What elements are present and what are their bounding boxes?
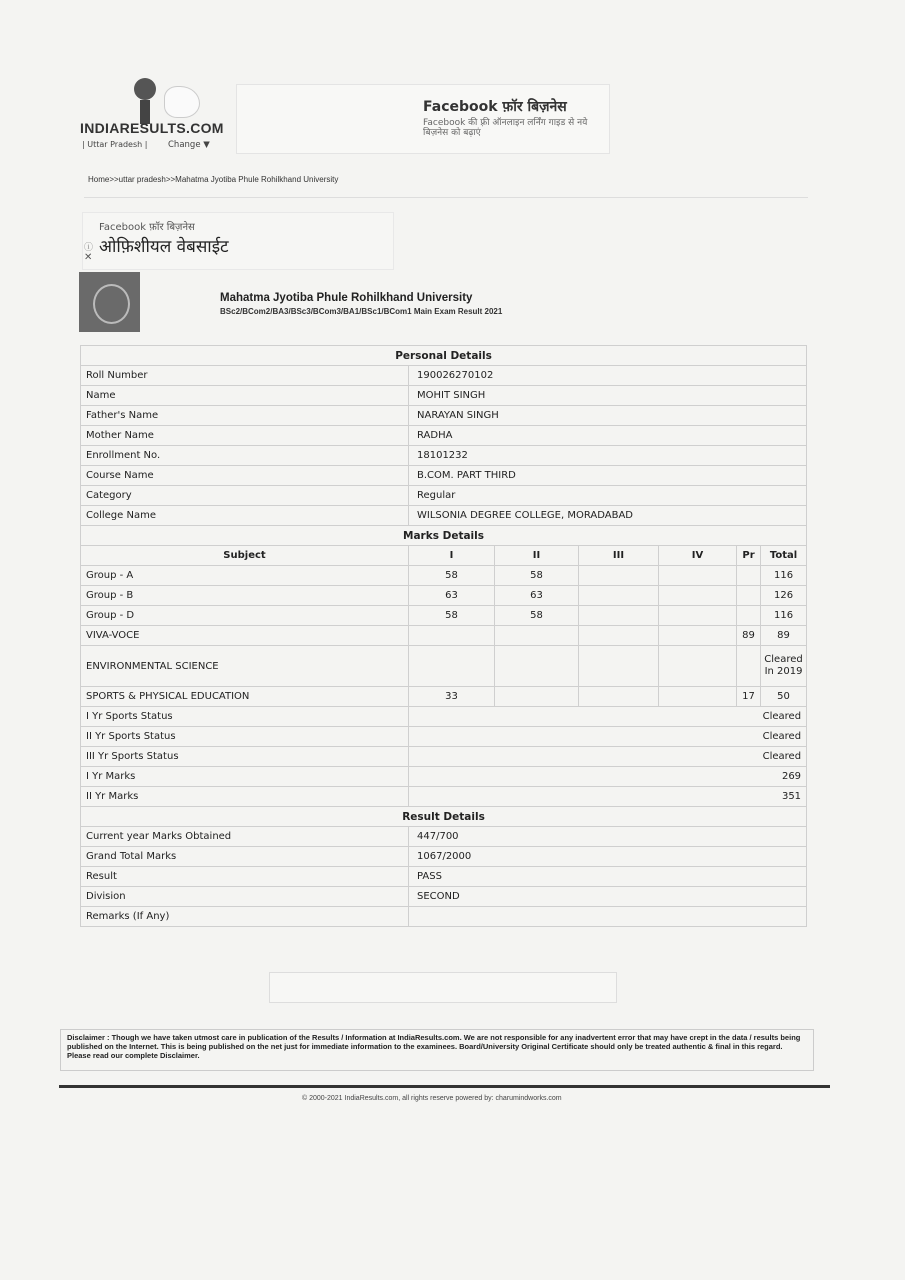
personal-row [81, 486, 807, 506]
status-row [81, 707, 807, 727]
change-state-link[interactable]: Change ▼ [168, 140, 210, 150]
subject-name: Group - D [81, 606, 409, 626]
subject-row [81, 586, 807, 606]
section-heading-row [81, 526, 807, 546]
field-label: Mother Name [81, 426, 409, 446]
status-value: 351 [409, 787, 807, 807]
marks-paper-iii [579, 626, 659, 646]
university-seal-icon [79, 272, 140, 332]
field-value: 18101232 [409, 446, 807, 466]
personal-row [81, 426, 807, 446]
status-label: II Yr Sports Status [81, 727, 409, 747]
field-label: Category [81, 486, 409, 506]
marks-paper-iii [579, 566, 659, 586]
subject-row [81, 626, 807, 646]
result-table [80, 345, 807, 927]
marks-total: Cleared In 2019 [761, 646, 807, 687]
marks-total: 50 [761, 687, 807, 707]
field-label: Roll Number [81, 366, 409, 386]
personal-details-heading: Personal Details [81, 346, 807, 366]
result-row [81, 867, 807, 887]
marks-paper-iv [659, 687, 737, 707]
marks-paper-ii: 58 [495, 606, 579, 626]
subject-name: ENVIRONMENTAL SCIENCE [81, 646, 409, 687]
marks-paper-iii [579, 586, 659, 606]
status-label: III Yr Sports Status [81, 747, 409, 767]
disclaimer: Disclaimer : Though we have taken utmost care in publication of the Results / Information at IndiaResults.com. We are not responsible for any inadvertent error that may have crept in the data / results being published on the Internet. This is being published on the net just for immediate information to the examinees. Board/University Original Certificate should only be treated authentic & final in this regard. Please read our complete Disclaimer. [60, 1029, 814, 1071]
personal-row [81, 386, 807, 406]
result-label: Grand Total Marks [81, 847, 409, 867]
bottom-advertisement[interactable] [269, 972, 617, 1003]
copyright: © 2000-2021 IndiaResults.com, all rights reserve powered by: charumindworks.com [302, 1095, 562, 1102]
exam-title: BSc2/BCom2/BA3/BSc3/BCom3/BA1/BSc1/BCom1 Main Exam Result 2021 [220, 307, 503, 316]
field-label: College Name [81, 506, 409, 526]
ad-title: Facebook फ़ॉर बिज़नेस [423, 99, 567, 115]
marks-practical [737, 606, 761, 626]
personal-row [81, 406, 807, 426]
marks-paper-iv [659, 566, 737, 586]
result-value: 1067/2000 [409, 847, 807, 867]
marks-paper-ii [495, 687, 579, 707]
status-value: Cleared [409, 727, 807, 747]
marks-paper-iv [659, 646, 737, 687]
field-label: Course Name [81, 466, 409, 486]
personal-row [81, 506, 807, 526]
breadcrumb[interactable]: Home>>uttar pradesh>>Mahatma Jyotiba Phule Rohilkhand University [88, 175, 339, 184]
field-label: Enrollment No. [81, 446, 409, 466]
result-value: 447/700 [409, 827, 807, 847]
marks-paper-i [409, 626, 495, 646]
divider [84, 197, 808, 198]
column-header: Total [761, 546, 807, 566]
subject-row [81, 566, 807, 586]
field-value: MOHIT SINGH [409, 386, 807, 406]
column-header: II [495, 546, 579, 566]
subject-row [81, 687, 807, 707]
field-value: B.COM. PART THIRD [409, 466, 807, 486]
marks-paper-ii [495, 626, 579, 646]
section-heading-row [81, 346, 807, 366]
state-label: | Uttar Pradesh | [82, 140, 148, 149]
marks-details-heading: Marks Details [81, 526, 807, 546]
field-value: 190026270102 [409, 366, 807, 386]
marks-total: 116 [761, 606, 807, 626]
result-details-heading: Result Details [81, 807, 807, 827]
marks-header-row [81, 546, 807, 566]
result-label: Remarks (If Any) [81, 907, 409, 927]
column-header: I [409, 546, 495, 566]
footer-divider [59, 1085, 830, 1088]
university-name: Mahatma Jyotiba Phule Rohilkhand University [220, 292, 473, 304]
status-value: Cleared [409, 747, 807, 767]
status-label: I Yr Sports Status [81, 707, 409, 727]
result-value [409, 907, 807, 927]
marks-paper-ii: 63 [495, 586, 579, 606]
marks-paper-i: 33 [409, 687, 495, 707]
result-row [81, 847, 807, 867]
site-logo[interactable] [78, 78, 224, 156]
info-icon[interactable]: ⓘ [84, 243, 94, 253]
status-label: I Yr Marks [81, 767, 409, 787]
section-heading-row [81, 807, 807, 827]
subject-row [81, 606, 807, 626]
logo-text: INDIARESULTS.COM [80, 120, 224, 136]
column-header: Pr [737, 546, 761, 566]
marks-practical: 89 [737, 626, 761, 646]
status-label: II Yr Marks [81, 787, 409, 807]
result-row [81, 827, 807, 847]
marks-paper-iii [579, 687, 659, 707]
status-row [81, 787, 807, 807]
field-label: Name [81, 386, 409, 406]
status-row [81, 767, 807, 787]
marks-practical: 17 [737, 687, 761, 707]
personal-row [81, 446, 807, 466]
personal-row [81, 466, 807, 486]
marks-total: 116 [761, 566, 807, 586]
marks-practical [737, 566, 761, 586]
marks-paper-i [409, 646, 495, 687]
field-value: NARAYAN SINGH [409, 406, 807, 426]
subject-name: SPORTS & PHYSICAL EDUCATION [81, 687, 409, 707]
result-row [81, 887, 807, 907]
marks-total: 89 [761, 626, 807, 646]
ad-headline: ओफ़िशीयल वेबसाईट [99, 237, 229, 257]
marks-practical [737, 586, 761, 606]
status-value: 269 [409, 767, 807, 787]
subject-name: Group - A [81, 566, 409, 586]
marks-paper-ii: 58 [495, 566, 579, 586]
result-label: Division [81, 887, 409, 907]
subject-row [81, 646, 807, 687]
marks-paper-ii [495, 646, 579, 687]
top-advertisement[interactable] [236, 84, 610, 154]
status-row [81, 747, 807, 767]
state-map-icon [164, 86, 200, 118]
personal-row [81, 366, 807, 386]
field-value: WILSONIA DEGREE COLLEGE, MORADABAD [409, 506, 807, 526]
column-header: Subject [81, 546, 409, 566]
column-header: IV [659, 546, 737, 566]
marks-paper-iii [579, 646, 659, 687]
side-advertisement[interactable] [82, 212, 394, 270]
result-value: PASS [409, 867, 807, 887]
field-label: Father's Name [81, 406, 409, 426]
marks-paper-i: 63 [409, 586, 495, 606]
ad-subtitle: Facebook की फ़्री ऑनलाइन लर्निंग गाइड से नये बिज़नेस को बढ़ाएं [423, 118, 588, 138]
marks-paper-iv [659, 606, 737, 626]
marks-paper-iv [659, 626, 737, 646]
subject-name: VIVA-VOCE [81, 626, 409, 646]
result-row [81, 907, 807, 927]
marks-paper-iii [579, 606, 659, 626]
marks-paper-i: 58 [409, 606, 495, 626]
column-header: III [579, 546, 659, 566]
logo-icon [134, 78, 158, 124]
marks-paper-i: 58 [409, 566, 495, 586]
marks-total: 126 [761, 586, 807, 606]
result-label: Current year Marks Obtained [81, 827, 409, 847]
result-label: Result [81, 867, 409, 887]
status-value: Cleared [409, 707, 807, 727]
marks-practical [737, 646, 761, 687]
field-value: Regular [409, 486, 807, 506]
subject-name: Group - B [81, 586, 409, 606]
result-value: SECOND [409, 887, 807, 907]
marks-paper-iv [659, 586, 737, 606]
close-icon[interactable]: ✕ [84, 252, 93, 263]
status-row [81, 727, 807, 747]
field-value: RADHA [409, 426, 807, 446]
ad-small-text: Facebook फ़ॉर बिज़नेस [99, 222, 195, 233]
